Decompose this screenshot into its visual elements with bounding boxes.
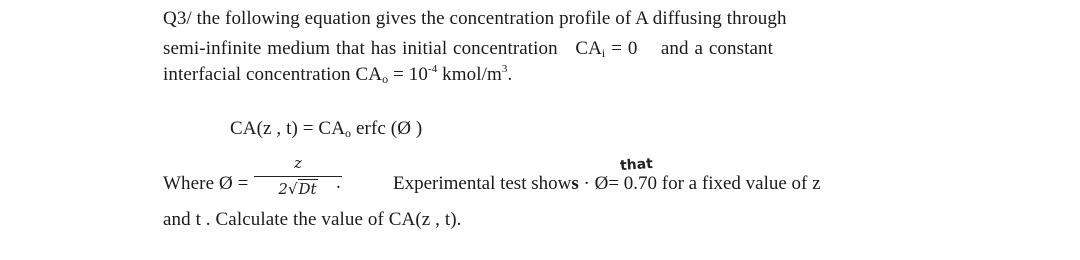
separator-dot: . [336, 172, 341, 193]
similarity-fraction [252, 154, 344, 198]
interfacial-sub: o [382, 72, 389, 86]
fraction-bar [254, 176, 342, 177]
handwritten-annotation: that [619, 155, 654, 175]
unit-exponent: 3 [501, 63, 508, 75]
fraction-denominator: 2√Dt [278, 180, 317, 198]
line2-text: semi-infinite medium that has initial concentration [163, 38, 558, 59]
exponent: -4 [427, 63, 438, 75]
question-line-6: and t . Calculate the value of CA(z , t). [163, 209, 462, 230]
interfacial-label: interfacial concentration CA [163, 64, 383, 85]
question-line-2 [163, 38, 773, 60]
question-line-3: interfacial concentration $CA_o = 10^{-4}$ kmol/$m^3$. [163, 63, 513, 86]
where-label: Where Ø = [163, 173, 249, 194]
fraction-numerator: z [294, 154, 302, 172]
experimental-statement: Experimental test shows · Ø= 0.70 for a fixed value of z [393, 173, 821, 194]
initial-concentration-value: = 0 [611, 38, 638, 59]
line2-tail: and a constant [660, 38, 773, 59]
interfacial-value: = 10 [393, 64, 428, 85]
initial-concentration-symbol: $CA_i$ [575, 38, 606, 60]
unit: kmol/m [442, 64, 502, 85]
concentration-equation: CA(z , $t) = CA_o$ erfc (Ø ) [230, 118, 423, 140]
question-line-1: Q3/ the following equation gives the concentration profile of A diffusing through [163, 8, 787, 29]
